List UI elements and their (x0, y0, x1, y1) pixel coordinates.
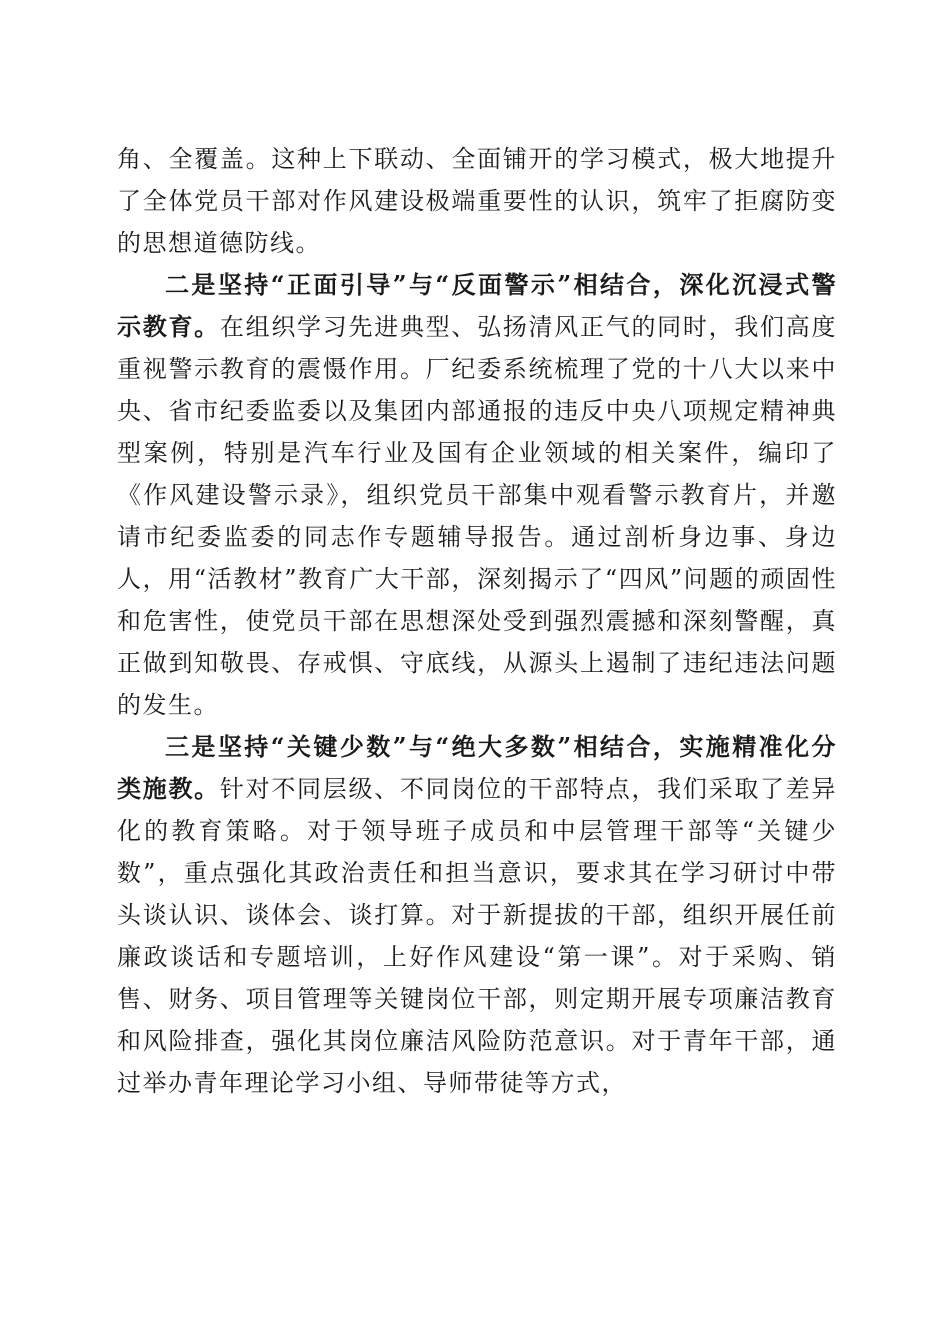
paragraph-lead: 二是坚持“正面引导”与“反面警示”相结合，深化沉浸式警示教育。 (117, 270, 837, 341)
paragraph-text: 角、全覆盖。这种上下联动、全面铺开的学习模式，极大地提升了全体党员干部对作风建设极端重要性的认识，筑牢了拒腐防变的思想道德防线。 (117, 145, 837, 257)
paragraph-lead: 三是坚持“关键少数”与“绝大多数”相结合，实施精准化分类施教。 (117, 732, 837, 803)
paragraph-warning-education (117, 264, 837, 726)
paragraph-text: 在组织学习先进典型、弘扬清风正气的同时，我们高度重视警示教育的震慑作用。厂纪委系统梳理了党的十八大以来中央、省市纪委监委以及集团内部通报的违反中央八项规定精神典型案例，特别是汽车行业及国有企业领域的相关案件，编印了《作风建设警示录》，组织党员干部集中观看警示教育片，并邀请市纪委监委的同志作专题辅导报告。通过剖析身边事、身边人，用“活教材”教育广大干部，深刻揭示了“四风”问题的顽固性和危害性，使党员干部在思想深处受到强烈震撼和深刻警醒，真正做到知敬畏、存戒惧、守底线，从源头上遏制了违纪违法问题的发生。 (117, 313, 837, 719)
document-body (117, 138, 837, 1104)
paragraph-continuation (117, 138, 837, 264)
paragraph-targeted-education (117, 726, 837, 1104)
paragraph-text: 针对不同层级、不同岗位的干部特点，我们采取了差异化的教育策略。对于领导班子成员和中层管理干部等“关键少数”，重点强化其政治责任和担当意识，要求其在学习研讨中带头谈认识、谈体会、谈打算。对于新提拔的干部，组织开展任前廉政谈话和专题培训，上好作风建设“第一课”。对于采购、销售、财务、项目管理等关键岗位干部，则定期开展专项廉洁教育和风险排查，强化其岗位廉洁风险防范意识。对于青年干部，通过举办青年理论学习小组、导师带徒等方式， (117, 775, 837, 1097)
